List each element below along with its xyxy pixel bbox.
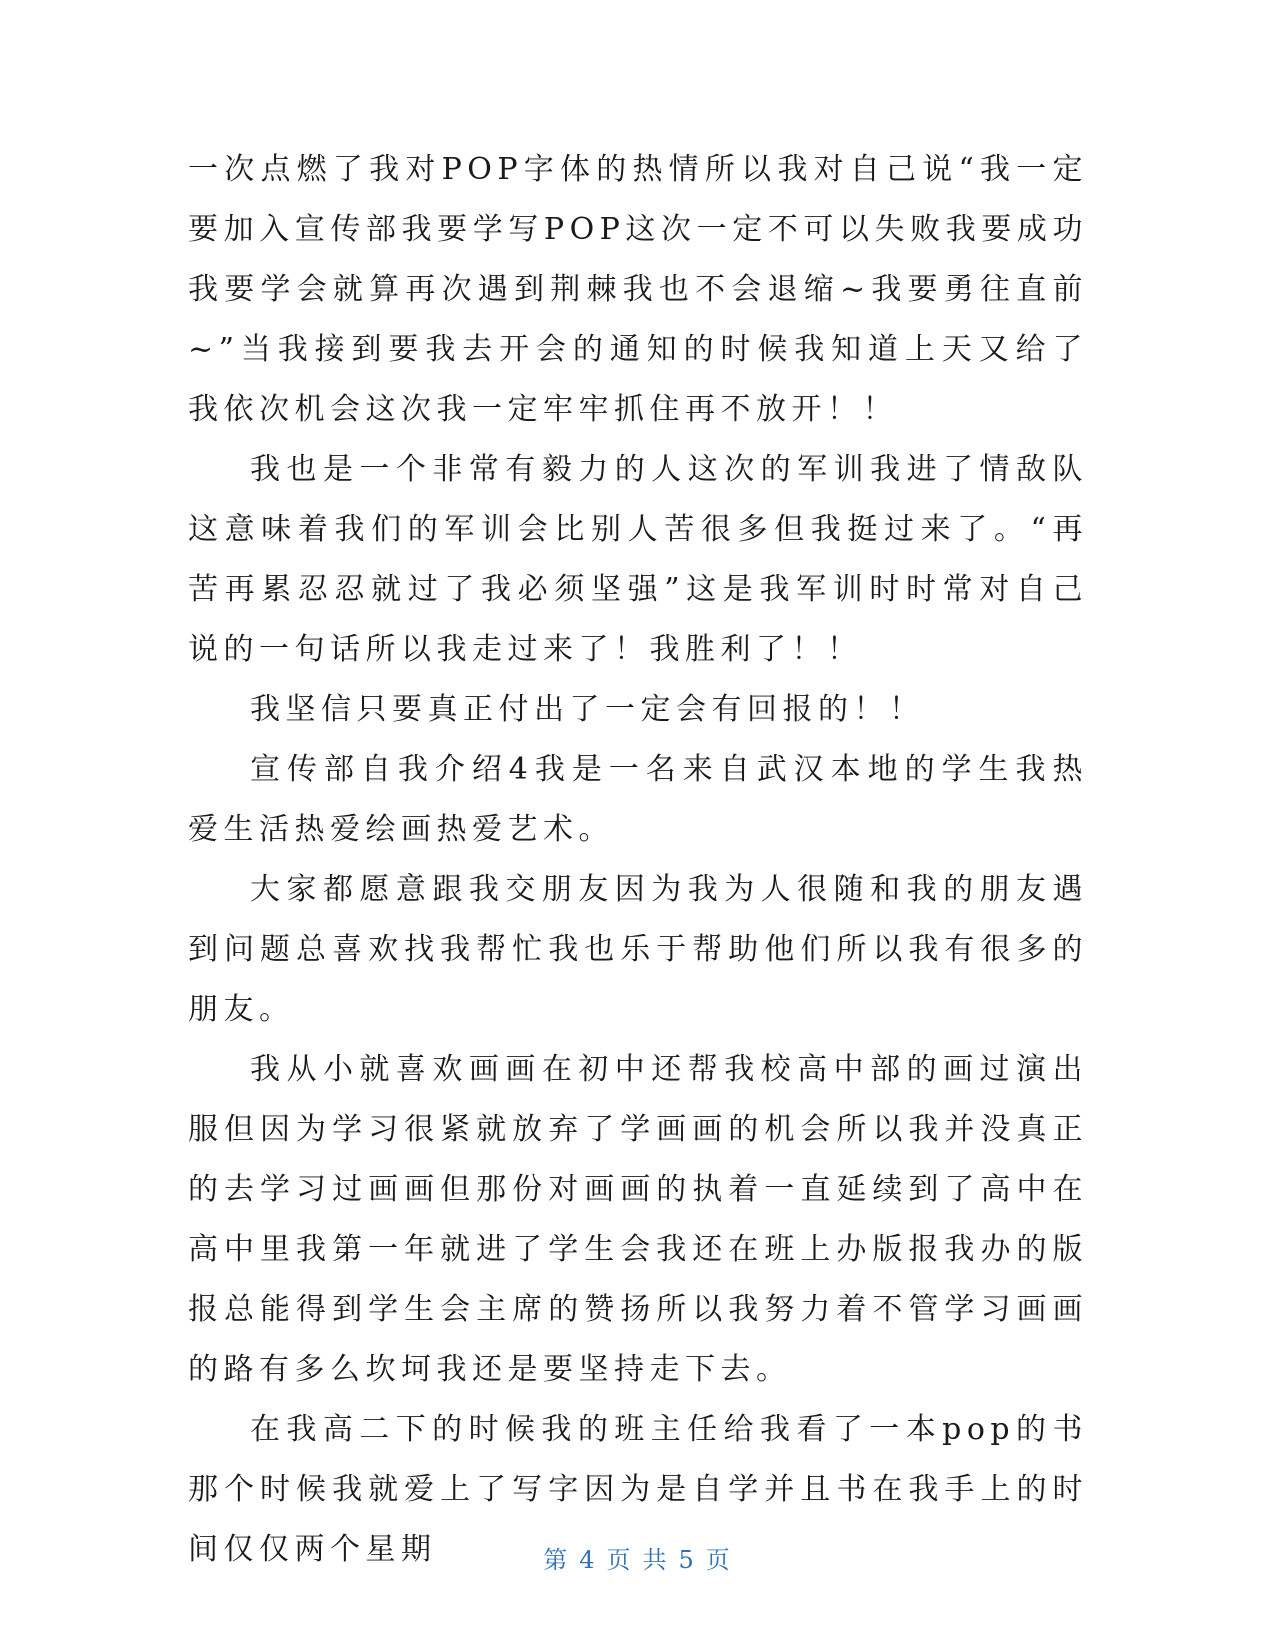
paragraph-6: 我从小就喜欢画画在初中还帮我校高中部的画过演出服但因为学习很紧就放弃了学画画的机会所以我并没真正的去学习过画画但那份对画画的执着一直延续到了高中在高中里我第一年就进了学生会我还在班上办版报我办的版报总能得到学生会主席的赞扬所以我努力着不管学习画画的路有多么坎坷我还是要坚持走下去。 [188,1052,1088,1387]
footer-prefix: 第 [543,1546,570,1574]
document-body [188,140,1088,1580]
footer-current-page: 4 [579,1546,597,1574]
footer-total-pages: 5 [678,1546,696,1574]
page-number-footer [0,1540,1275,1575]
footer-suffix: 页 [705,1546,732,1574]
paragraph-2: 我也是一个非常有毅力的人这次的军训我进了情敌队这意味着我们的军训会比别人苦很多但我挺过来了。“再苦再累忍忍就过了我必须坚强”这是我军训时时常对自己说的一句话所以我走过来了！我胜利了！！ [188,452,1088,667]
footer-page-word: 页 [606,1546,633,1574]
paragraph-1: 一次点燃了我对POP字体的热情所以我对自己说“我一定要加入宣传部我要学写POP这次一定不可以失败我要成功我要学会就算再次遇到荆棘我也不会退缩~我要勇往直前~”当我接到要我去开会的通知的时候我知道上天又给了我依次机会这次我一定牢牢抓住再不放开！！ [188,152,1088,427]
footer-total-word: 共 [642,1546,669,1574]
paragraph-5: 大家都愿意跟我交朋友因为我为人很随和我的朋友遇到问题总喜欢找我帮忙我也乐于帮助他们所以我有很多的朋友。 [188,872,1088,1027]
paragraph-3: 我坚信只要真正付出了一定会有回报的！！ [250,692,925,727]
paragraph-4: 宣传部自我介绍4我是一名来自武汉本地的学生我热爱生活热爱绘画热爱艺术。 [188,752,1088,847]
paragraph-7: 在我高二下的时候我的班主任给我看了一本pop的书那个时候我就爱上了写字因为是自学并且书在我手上的时间仅仅两个星期 [188,1412,1088,1567]
